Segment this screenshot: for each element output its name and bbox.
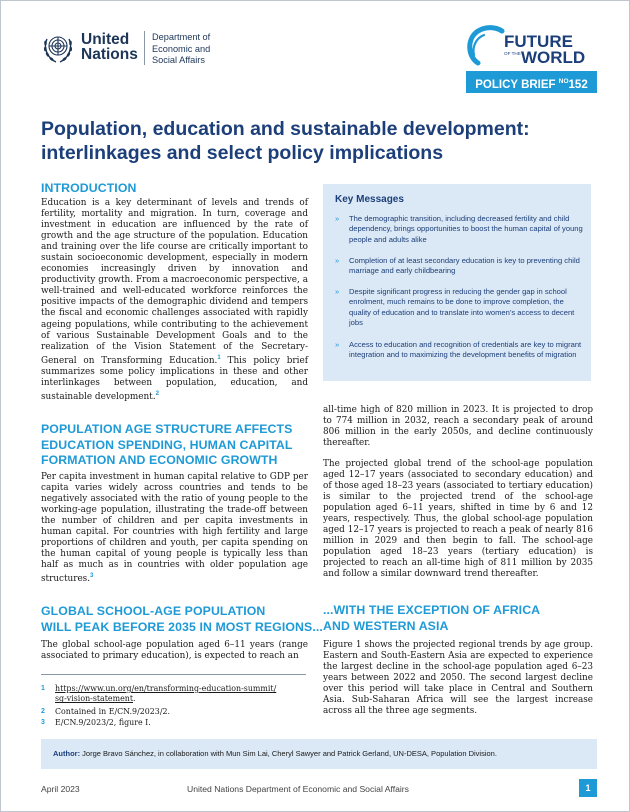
footnote-1-link-line1: https://www.un.org/en/transforming-education-summit/ (55, 684, 277, 693)
key-message-item (335, 340, 585, 361)
footnote-1-link[interactable] (55, 684, 276, 703)
brief-number: 152 (568, 78, 588, 91)
footnote-1-link-line2: sg-vision-statement (55, 694, 133, 704)
key-message-text: Completion of at least secondary education is key to preventing child marriage and early childbearing (349, 256, 580, 276)
school-age-continued-text: all-time high of 820 million in 2023. It is projected to drop to 774 million in 2032, reach a secondary peak of around 806 million in the early 2050s, and decline continuously thereafter. (323, 405, 593, 449)
footnote-ref-1: 1 (217, 354, 221, 361)
author-box (41, 739, 597, 769)
page-number: 1 (579, 779, 597, 797)
regional-trends-text: Figure 1 shows the projected regional trends by age group. Eastern and South-Eastern Asia are expected to experience the largest decline in the school-age population aged 6–23 years between 2022 and 2050. The second largest decline over this period will take place in Central and Southern Asia. Sub-Saharan Africa will see the largest increase across all the three age segments. (323, 640, 593, 717)
key-message-item (335, 256, 585, 277)
introduction-text-main: Education is a key determinant of levels and trends of fertility, mortality and migration. In turn, coverage and investment in education are influenced by the rate of growth and the age structure of the population. Education and training over the life course are critically important to sustain socioeconomic development, especially in modern economies increasingly driven by innovation and productivity growth. From a macroeconomic perspective, a well-trained and well-educated workforce reinforces the positive impacts of the demographic dividend and tempers the fiscal and economic challenges associated with rapidly ageing populations, while contributing to the achievement of various Sustainable Development Goals and to the realization of the Vision Statement of the Secretary-General on Transforming Education. (41, 198, 308, 366)
introduction-text (41, 198, 308, 403)
section3-heading-line2: WILL PEAK BEFORE 2035 IN MOST REGIONS... (41, 619, 323, 634)
footer-date: April 2023 (41, 784, 80, 794)
introduction-text-tail: This policy brief summarizes some policy implications in these and other interlinkages between population, education, and sustainable development. (41, 355, 308, 402)
footnote-ref-2: 2 (155, 390, 159, 397)
projected-trend-text: The projected global trend of the school-age population aged 12–17 years (associated to secondary education) and of those aged 18–23 years (associated to tertiary education) is similar to the projected trend of the school-age population aged 6–11 years, shifted in time by 6 and 12 years, respectively. Thus, the global school-age population aged 12–17 years is projected to reach a peak of nearly 816 million in 2029 and then begin to fall. The school-age population aged 18–23 years (tertiary education) is projected to reach an all-time high of 811 million by 2035 and follow a similar downward trend thereafter. (323, 459, 593, 580)
future-of-the-world-logo (464, 25, 594, 69)
key-message-item (335, 214, 585, 245)
section2-heading-line2: EDUCATION SPENDING, HUMAN CAPITAL (41, 437, 293, 452)
bullet-chevron-icon: » (335, 340, 340, 349)
footnote-2 (41, 707, 311, 717)
title-line2: interlinkages and select policy implications (41, 142, 444, 164)
key-messages-title: Key Messages (335, 194, 404, 205)
author-label: Author: (53, 749, 81, 758)
section2-heading-line1: POPULATION AGE STRUCTURE AFFECTS (41, 422, 293, 436)
section-africa-western-asia-heading (323, 603, 540, 634)
key-message-text: The demographic transition, including decreased fertility and child dependency, brings opportunities to boost the human capital of young people and adults alike (349, 214, 583, 244)
footnote-3 (41, 718, 311, 728)
right-heading-line1: ...WITH THE EXCEPTION OF AFRICA (323, 603, 541, 617)
footnote-1 (41, 684, 311, 705)
org-name-line1: United (81, 31, 130, 48)
logo-small: OF THE (504, 51, 521, 56)
footnote-3-text: E/CN.9/2023/2, figure I. (55, 718, 151, 727)
author-text: Jorge Bravo Sánchez, in collaboration with Mun Sim Lai, Cheryl Sawyer and Patrick Gerland, UN-DESA, Population Division. (80, 749, 497, 758)
section-school-age-heading (41, 604, 323, 635)
un-emblem-icon (41, 31, 75, 65)
header-divider (144, 31, 145, 65)
footer-org: United Nations Department of Economic and Social Affairs (187, 784, 409, 794)
org-name-line2: Nations (81, 46, 138, 63)
introduction-heading: INTRODUCTION (41, 181, 137, 195)
right-heading-line2: AND WESTERN ASIA (323, 618, 449, 633)
dept-line3: Social Affairs (152, 55, 205, 65)
footnote-1-number: 1 (41, 685, 45, 692)
section2-heading-line3: FORMATION AND ECONOMIC GROWTH (41, 453, 278, 467)
section2-text-main: Per capita investment in human capital relative to GDP per capita varies widely across countries and tends to be negatively associated with the ratio of young people to the working-age population, illustrating the trade-off between the number of children and per capita investments in human capital. For countries with high fertility and large proportions of children and youth, per capita spending on the human capital of young people is typically less than half as much as in countries with older population age structures. (41, 472, 308, 585)
footnote-1-content (55, 684, 311, 705)
author-label-wrap (41, 749, 497, 758)
page-title (41, 117, 601, 165)
dept-line2: Economic and (152, 43, 211, 54)
footnote-2-number: 2 (41, 708, 45, 715)
brief-label: POLICY BRIEF (475, 78, 556, 91)
section3-heading-line1: GLOBAL SCHOOL-AGE POPULATION (41, 604, 266, 618)
section-age-structure-text (41, 472, 308, 585)
key-message-item (335, 287, 585, 328)
org-name (81, 32, 138, 62)
title-line1: Population, education and sustainable development: (41, 118, 530, 140)
department-name (152, 32, 210, 67)
footnote-ref-3: 3 (90, 573, 94, 580)
logo-line1: FUTURE (504, 32, 573, 51)
key-message-text: Access to education and recognition of credentials are key to migrant integration and to maximizing the development benefits of migration (349, 340, 582, 360)
policy-brief-badge (466, 71, 597, 93)
brief-no: NO (558, 78, 569, 85)
footnote-rule (41, 674, 306, 675)
logo-line2: WORLD (521, 48, 586, 67)
section-school-age-text: The global school-age population aged 6–11 years (range associated to primary education), is expected to reach an (41, 640, 308, 662)
footnote-2-text: Contained in E/CN.9/2023/2. (55, 707, 171, 716)
bullet-chevron-icon: » (335, 287, 340, 296)
dept-line1: Department of (152, 32, 211, 42)
key-message-text: Despite significant progress in reducing the gender gap in school enrolment, much remains to be done to improve completion, the quality of education and to translate into women’s access to decent jobs (349, 287, 575, 327)
section-age-structure-heading (41, 422, 293, 469)
footnote-1-suffix: . (133, 694, 136, 704)
bullet-chevron-icon: » (335, 214, 340, 223)
bullet-chevron-icon: » (335, 256, 340, 265)
footnote-3-number: 3 (41, 719, 45, 726)
key-messages-box (323, 184, 591, 381)
